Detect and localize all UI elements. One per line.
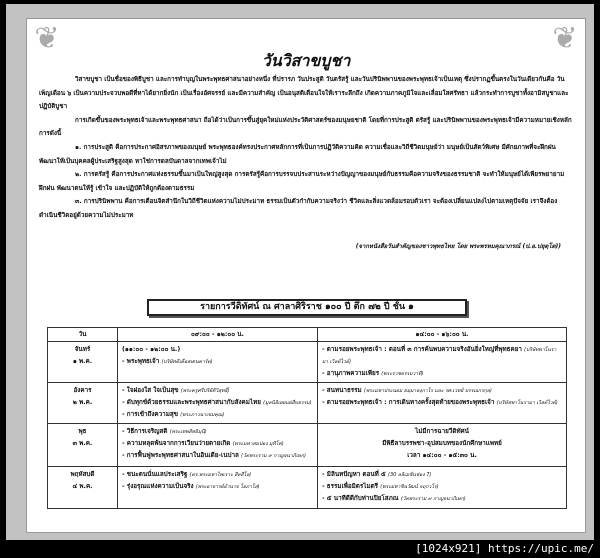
image-host-watermark: [1024x921] https://upic.me/ (415, 542, 594, 555)
program-title: - ชนะตนนั่นแลประเสริฐ (122, 471, 188, 478)
header-day: วัน (48, 328, 118, 342)
program-title: - การฟื้นฟูพระพุทธศาสนาในอินเดีย-เนปาล (122, 452, 239, 459)
program-title: - ตามรอยพระพุทธเจ้า : การเดินทางครั้งสุดท้ายของพระพุทธเจ้า (322, 399, 495, 406)
corner-ornament-icon: ❦ (552, 21, 578, 56)
program-item (322, 344, 562, 368)
pm-cell (318, 383, 567, 424)
program-item (322, 368, 562, 380)
table-row (48, 383, 567, 424)
program-source: (พระเทพสิทธิมุนี) (169, 429, 207, 435)
program-item (322, 469, 562, 481)
day-name: พฤหัสบดี (70, 471, 95, 478)
program-item (322, 481, 562, 493)
paragraph: ๒. การตรัสรู้ คือการประกาศแห่งธรรมขึ้นมาเป็นใหญ่สูงสุด การตรัสรู้คือการบรรจบประสานระหว่างปัญญาของมนุษย์กับธรรมคือความจริงของธรรมชาติ จะทำให้มนุษย์ได้เพียรพยายามฝึกฝน พัฒนาตนให้รู้ เข้าใจ และปฏิบัติให้ถูกต้องตามธรรม (39, 171, 565, 192)
program-title: - การเข้าถึงความสุข (122, 411, 178, 418)
program-source: (วัดพระราม ๙ กาญจนาภิเษก) (241, 453, 306, 459)
paragraph: ๓. การปรินิพพาน คือการเตือนจิตสำนึกในวิถีชีวิตแห่งความไม่ประมาท ธรรมเป็นตัวกำกับความจริงว่า ชีวิตและสิ่งแวดล้อมรอบตัวเรา จะต้องเปลี่ยนแปลงไปตามเหตุปัจจัย เราจึงต้องดำเนินชีวิตอยู่ด้วยความไม่ประมาท (39, 198, 558, 219)
program-source: (พระราชธรรมวาที) (381, 371, 424, 377)
program-title: - มิลินทปัญหา ตอนที่ ๕ (322, 471, 386, 478)
day-name: พุธ (78, 428, 87, 435)
paragraph: วิสาขบูชา เป็นชื่อของพิธีบูชา และการทำบุญในพระพุทธศาสนาอย่างหนึ่ง ที่ปรารภ วันประสูติ วันตรัสรู้ และวันปรินิพพานของพระพุทธเจ้าเป็นเหตุ ซึ่งปรากฏขึ้นตรงในวันเดียวกันคือ วันเพ็ญเดือน ๖ เป็นความประจวบพอดีที่หาได้ยากยิ่งนัก เป็นเรื่องอัศจรรย์ และมีความสำคัญ เป็นอนุสติเตือนใจให้เราระลึกถึง เกิดความภาคภูมิใจและเลื่อมใสศรัทธา แล้วกระทำการบูชาทั้งอามิสบูชาและปฏิบัติบูชา (39, 76, 569, 111)
corner-ornament-icon: ❦ (34, 21, 60, 56)
program-source: (พระมหาประนอม ธมฺมาลงฺกาโร และ รศ.เวทย์ บรรณกรกุล) (363, 388, 492, 394)
program-source: (พระอาจารย์อำนาจ โอภาโส) (195, 484, 260, 490)
program-item (122, 450, 313, 462)
program-title: - ธรรมเพื่อมิตรไมตรี (322, 483, 379, 490)
program-item (122, 438, 313, 450)
note-line: มีพิธีลาบรรพชา-อุปสมบทของนักศึกษาแพทย์ (382, 440, 502, 447)
day-cell (48, 383, 118, 424)
program-title: - ใจผ่องใส ใจเป็นสุข (122, 387, 179, 394)
program-title: - ดับทุกข์ด้วยธรรมและพระพุทธศาสนากับสังคมไทย (122, 399, 261, 406)
program-title: - วิธีการเจริญสติ (122, 428, 168, 435)
header-afternoon: ๑๔:๐๐ - ๑๖:๐๐ น. (318, 328, 567, 342)
program-source: (บริษัทพาโนรามา เวิลด์ไวด์) (322, 347, 557, 365)
document-page (26, 18, 586, 533)
program-item (322, 397, 562, 409)
day-cell (48, 424, 118, 467)
program-title: (๑๑:๐๐ - ๑๒:๐๐ น.) (122, 346, 181, 353)
day-name: อังคาร (73, 387, 92, 394)
page-title: วันวิสาขบูชา (261, 51, 351, 70)
program-title: - รุ่งอรุณแห่งความเป็นจริง (122, 483, 194, 490)
paragraph: การเกิดขึ้นของพระพุทธเจ้าและพระพุทธศาสนา ถือได้ว่าเป็นการขึ้นสู่ยุคใหม่แห่งประวัติศาสตร์ของมนุษยชาติ โดยที่การประสูติ ตรัสรู้ และปรินิพพานของพระพุทธเจ้ามีความหมายเชิงหลักการดังนี้ (39, 116, 572, 138)
day-date: ๒ พ.ค. (72, 399, 93, 406)
program-source: (พระครูศรีปริยัติวิสุทธิ์) (180, 388, 230, 394)
note-line: ไม่มีการฉายวีดิทัศน์ (415, 428, 469, 435)
program-item (122, 426, 313, 438)
schedule-title: รายการวีดิทัศน์ ณ ศาลาศิริราช ๑๐๐ ปี ตึก ๗๒ ปี ชั้น ๑ (147, 299, 467, 316)
pm-cell (318, 342, 567, 383)
am-cell (118, 383, 318, 424)
program-source: (30 ลลิเมชั่นช่อง 7) (388, 472, 432, 478)
source-citation: (จากหนังสือวันสำคัญของชาวพุทธไทย โดย พระพรหมคุณาภรณ์ (ป.อ.ปยุตฺโต)) (355, 243, 561, 250)
paragraph: ๑. การประสูติ คือการประกาศอิสรภาพของมนุษย์ พระพุทธองค์ทรงประกาศหลักการที่เป็นการปฏิวัติความคิด ความเชื่อและวิถีชีวิตมนุษย์ว่า มนุษย์เป็นสัตว์พิเศษ มีศักยภาพที่จะฝึกฝนพัฒนาให้เป็นบุคคลผู้ประเสริฐสูงสุด หาใช่การดลบันดาลจากเทพเจ้าไม่ (39, 143, 556, 165)
am-cell (118, 467, 318, 509)
schedule-table (47, 327, 567, 509)
table-row (48, 342, 567, 383)
program-source: (พระมหาชินวัฒน์ จฤกวโร) (380, 484, 439, 490)
program-title: - ความหลุดพ้นจากการเวียนว่ายตายเกิด (122, 440, 231, 447)
program-item (122, 356, 313, 368)
pm-cell (318, 467, 567, 509)
frame (6, 4, 594, 540)
program-title: - อานุภาพความเพียร (322, 370, 380, 377)
table-row (48, 467, 567, 509)
note-line: เวลา ๑๔:๐๐ - ๑๕:๓๐ น. (407, 452, 477, 459)
table-row (48, 424, 567, 467)
intro-text (39, 73, 573, 223)
program-item (122, 344, 313, 356)
program-title: - ตามรอยพระพุทธเจ้า : ตอนที่ ๓ การค้นพบความจริงอันยิ่งใหญ่ที่พุทธคยา (322, 346, 522, 353)
program-title: - พระพุทธเจ้า (122, 358, 160, 365)
program-source: (วัดพระราม ๙ กาญจนาภิเษก) (400, 496, 466, 502)
program-title: - สนทนาธรรม (322, 387, 362, 394)
am-cell (118, 424, 318, 467)
day-cell (48, 342, 118, 383)
program-item (122, 409, 313, 421)
am-cell (118, 342, 318, 383)
program-item (122, 469, 313, 481)
program-source: (พระมหาสมปอง มุทิโต) (232, 441, 284, 447)
header-morning: ๐๙:๐๐ - ๑๒:๐๐ น. (118, 328, 318, 342)
program-item (322, 493, 562, 505)
pm-note-cell (318, 424, 567, 467)
program-item (322, 385, 562, 397)
day-date: ๑ พ.ค. (72, 358, 93, 365)
program-source: (บริษัทดีเคือสเตนคาร์ด) (161, 359, 213, 365)
day-date: ๓ พ.ค. (72, 440, 93, 447)
program-source: (ดร.พระมหาไพเราะ สีลสีโล) (189, 472, 252, 478)
day-date: ๔ พ.ค. (72, 483, 93, 490)
program-source: (บริษัทพาโนรามา เวิลด์ไวด์) (496, 400, 558, 406)
day-name: จันทร์ (74, 346, 91, 353)
program-item (122, 385, 313, 397)
program-item (122, 481, 313, 493)
program-title: - ๕ นาทีดีดีกับท่านปิยโสภณ (322, 495, 399, 502)
program-source: (พระภาวนาเขมคุณ) (180, 412, 225, 418)
day-cell (48, 467, 118, 509)
program-item (122, 397, 313, 409)
program-source: (มูลนิธิเผยแผ่สืบธรรม) (263, 400, 312, 406)
